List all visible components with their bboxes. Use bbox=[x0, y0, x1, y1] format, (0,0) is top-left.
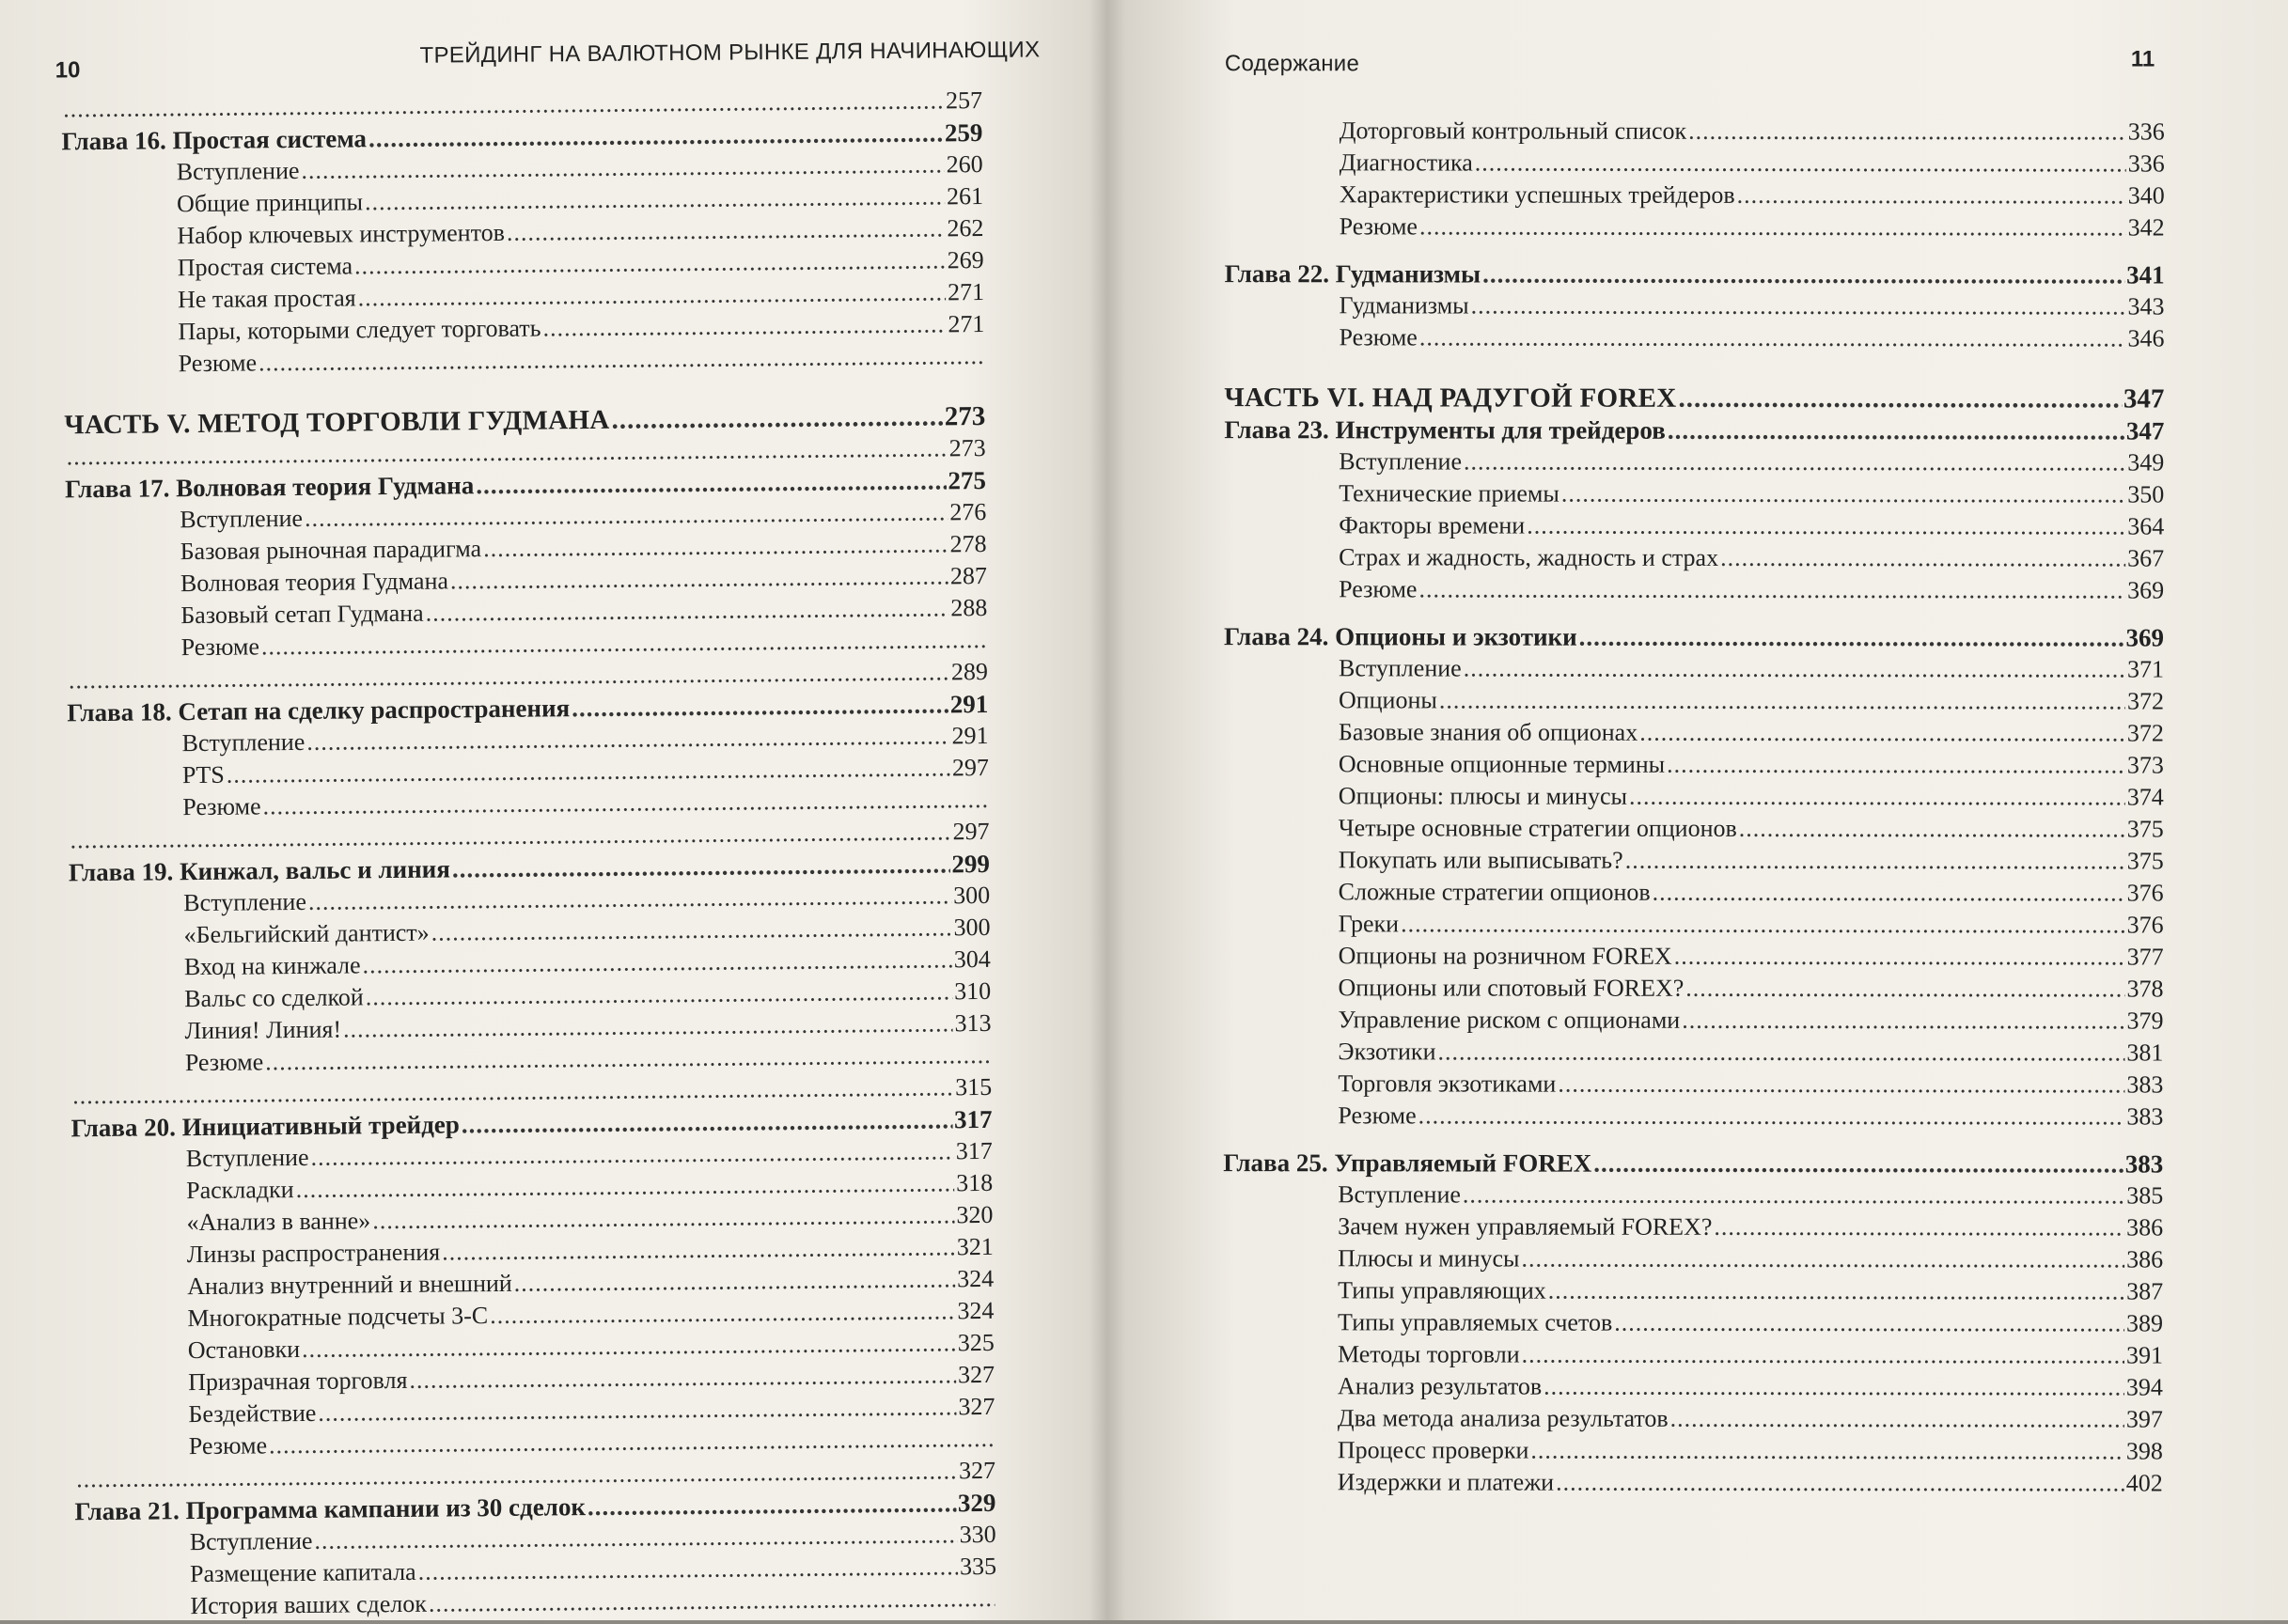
entry-title: Бездействие bbox=[188, 1398, 317, 1429]
toc-section-entry[interactable] bbox=[1225, 147, 2165, 180]
entry-page-number: 318 bbox=[955, 1168, 994, 1197]
entry-title: Диагностика bbox=[1339, 148, 1473, 177]
entry-title: PTS bbox=[181, 760, 225, 789]
running-head: Содержание bbox=[1224, 51, 1360, 77]
entry-title: Типы управляющих bbox=[1338, 1276, 1546, 1304]
dot-leader bbox=[483, 528, 948, 565]
entry-title: Опционы или спотовый FOREX? bbox=[1338, 974, 1685, 1002]
toc-section-entry[interactable] bbox=[1223, 1466, 2163, 1499]
dot-leader bbox=[1418, 573, 2125, 606]
entry-page-number: 349 bbox=[2127, 448, 2165, 476]
dot-leader bbox=[1521, 1243, 2124, 1276]
entry-title: Базовые знания об опционах bbox=[1338, 718, 1638, 746]
entry-page-number: 300 bbox=[953, 913, 991, 942]
toc-section-entry[interactable] bbox=[1223, 1242, 2163, 1275]
entry-page-number: 383 bbox=[2126, 1102, 2164, 1131]
toc-section-entry[interactable] bbox=[1224, 684, 2164, 717]
dot-leader bbox=[572, 688, 948, 724]
toc-section-entry[interactable] bbox=[1225, 179, 2165, 211]
dot-leader bbox=[1668, 414, 2124, 447]
entry-page-number: 372 bbox=[2126, 719, 2164, 747]
dot-leader bbox=[462, 1103, 953, 1140]
dot-leader bbox=[1561, 478, 2125, 511]
entry-page-number: 336 bbox=[2127, 117, 2165, 146]
entry-title: Вступление bbox=[1339, 447, 1463, 476]
entry-page-number: 289 bbox=[950, 657, 989, 686]
dot-leader bbox=[1482, 258, 2124, 291]
toc-chapter-entry[interactable] bbox=[1223, 1147, 2163, 1179]
entry-page-number: 327 bbox=[958, 1392, 995, 1421]
entry-page-number: 376 bbox=[2126, 911, 2164, 939]
entry-page-number: 330 bbox=[959, 1520, 996, 1549]
entry-title: Вступление bbox=[176, 156, 300, 186]
dot-leader bbox=[1614, 1307, 2124, 1340]
entry-page-number: 387 bbox=[2126, 1277, 2164, 1305]
toc-section-entry[interactable] bbox=[1225, 211, 2165, 243]
toc-chapter-entry[interactable] bbox=[1224, 620, 2164, 653]
entry-title: Вступление bbox=[183, 887, 307, 917]
entry-page-number: 327 bbox=[958, 1456, 996, 1485]
entry-title: Глава 21. Программа кампании из 30 сделок bbox=[74, 1492, 587, 1526]
entry-page-number: 347 bbox=[2125, 416, 2165, 445]
entry-page-number: 342 bbox=[2127, 213, 2165, 242]
entry-page-number: 329 bbox=[957, 1488, 996, 1518]
entry-page-number: 346 bbox=[2127, 324, 2165, 352]
dot-leader bbox=[1688, 116, 2126, 148]
entry-title: Базовая рыночная парадигма bbox=[180, 535, 482, 566]
entry-title: Вступление bbox=[185, 1143, 309, 1173]
entry-page-number: 317 bbox=[953, 1104, 993, 1134]
entry-page-number: 260 bbox=[946, 149, 983, 179]
dot-leader bbox=[1625, 845, 2125, 878]
toc-section-entry[interactable] bbox=[1224, 445, 2164, 478]
entry-page-number: 262 bbox=[947, 213, 984, 242]
entry-title: Линзы распространения bbox=[186, 1238, 441, 1269]
entry-title: Анализ внутренний и внешний bbox=[187, 1269, 512, 1301]
dot-leader bbox=[452, 848, 950, 884]
entry-title: «Бельгийский дантист» bbox=[183, 918, 430, 949]
toc-section-entry[interactable] bbox=[1223, 1338, 2163, 1371]
entry-title: Греки bbox=[1338, 910, 1400, 938]
entry-title: Резюме bbox=[1339, 575, 1418, 603]
entry-title: Анализ результатов bbox=[1337, 1372, 1543, 1400]
entry-page-number: 324 bbox=[956, 1264, 995, 1293]
entry-page-number: 291 bbox=[951, 721, 989, 750]
entry-title: Технические приемы bbox=[1339, 479, 1559, 508]
toc-section-entry[interactable] bbox=[1224, 748, 2164, 781]
toc-section-entry[interactable] bbox=[1224, 812, 2164, 845]
entry-title: Призрачная торговля bbox=[187, 1366, 408, 1397]
dot-leader bbox=[490, 1295, 956, 1332]
running-head: ТРЕЙДИНГ НА ВАЛЮТНОМ РЫНКЕ ДЛЯ НАЧИНАЮЩИХ bbox=[419, 37, 1041, 69]
entry-title: Страх и жадность, жадность и страх bbox=[1339, 543, 1719, 571]
entry-title: Глава 18. Сетап на сделку распространения bbox=[67, 694, 571, 727]
entry-title: Гудманизмы bbox=[1339, 291, 1469, 320]
page-number: 10 bbox=[55, 57, 81, 84]
entry-page-number: 320 bbox=[956, 1200, 994, 1229]
dot-leader bbox=[429, 1583, 995, 1620]
entry-page-number: 343 bbox=[2127, 292, 2165, 320]
entry-page-number: 261 bbox=[946, 181, 984, 211]
entry-page-number: 350 bbox=[2127, 480, 2165, 508]
toc-part-entry[interactable] bbox=[1224, 382, 2164, 414]
dot-leader bbox=[1419, 211, 2126, 243]
toc-section-entry[interactable] bbox=[1224, 844, 2164, 877]
entry-title: Вступление bbox=[180, 504, 304, 534]
entry-page-number: 377 bbox=[2126, 943, 2164, 971]
entry-page-number: 376 bbox=[2126, 879, 2164, 907]
entry-title: Базовый сетап Гудмана bbox=[180, 599, 424, 630]
dot-leader bbox=[1437, 1036, 2124, 1069]
entry-title: Глава 25. Управляемый FOREX bbox=[1223, 1148, 1592, 1178]
entry-page-number: 278 bbox=[949, 529, 987, 558]
entry-page-number: 317 bbox=[955, 1136, 993, 1165]
entry-title: Основные опционные термины bbox=[1338, 750, 1666, 778]
entry-title: Характеристики успешных трейдеров bbox=[1339, 180, 1735, 209]
entry-title: ЧАСТЬ V. МЕТОД ТОРГОВЛИ ГУДМАНА bbox=[64, 404, 610, 441]
toc-section-entry[interactable] bbox=[1223, 1274, 2163, 1307]
entry-title: Вступление bbox=[1338, 1180, 1461, 1209]
entry-title: Глава 19. Кинжал, вальс и линия bbox=[68, 854, 451, 887]
dot-leader bbox=[514, 1263, 956, 1300]
left-page bbox=[0, 0, 1115, 1620]
entry-title: Не такая простая bbox=[177, 284, 356, 314]
entry-page-number: 381 bbox=[2126, 1038, 2164, 1067]
entry-page-number: 394 bbox=[2125, 1373, 2163, 1401]
dot-leader bbox=[1685, 973, 2124, 1006]
entry-page-number: 304 bbox=[953, 945, 991, 974]
entry-page-number: 383 bbox=[2124, 1149, 2164, 1179]
toc-section-entry[interactable] bbox=[1223, 1306, 2163, 1339]
toc-section-entry[interactable] bbox=[1225, 289, 2165, 322]
entry-title: Глава 20. Инициативный трейдер bbox=[71, 1110, 460, 1143]
entry-title: Пары, которыми следует торговать bbox=[178, 314, 541, 346]
entry-page-number: 315 bbox=[955, 1072, 993, 1101]
dot-leader bbox=[1471, 289, 2126, 322]
entry-title: Вступление bbox=[1338, 654, 1462, 682]
entry-page-number: 257 bbox=[945, 86, 983, 115]
toc-section-entry[interactable] bbox=[1224, 716, 2164, 749]
entry-page-number: 369 bbox=[2127, 576, 2165, 604]
entry-page-number: 391 bbox=[2125, 1341, 2164, 1369]
entry-page-number: 271 bbox=[947, 277, 985, 306]
entry-page-number: 375 bbox=[2126, 847, 2164, 875]
entry-title: Резюме bbox=[188, 1431, 268, 1460]
entry-title: Опционы bbox=[1338, 686, 1437, 714]
entry-title: Волновая теория Гудмана bbox=[180, 567, 449, 598]
entry-page-number: 297 bbox=[952, 817, 990, 846]
entry-title: Торговля экзотиками bbox=[1338, 1070, 1557, 1098]
page-number: 11 bbox=[2130, 46, 2155, 72]
dot-leader bbox=[1463, 1179, 2124, 1211]
entry-page-number: 273 bbox=[944, 400, 986, 432]
entry-page-number: 402 bbox=[2125, 1469, 2163, 1497]
dot-leader bbox=[417, 1551, 958, 1588]
toc-section-entry[interactable] bbox=[1223, 1179, 2163, 1211]
dot-leader bbox=[1667, 749, 2125, 782]
entry-title: Вальс со сделкой bbox=[184, 983, 364, 1013]
dot-leader bbox=[1579, 621, 2124, 654]
dot-leader bbox=[1714, 1211, 2124, 1244]
entry-page-number: 276 bbox=[949, 497, 987, 526]
dot-leader bbox=[1439, 684, 2125, 717]
entry-title: Общие принципы bbox=[176, 188, 364, 218]
entry-title: Глава 22. Гудманизмы bbox=[1224, 259, 1481, 289]
entry-title: Резюме bbox=[184, 1048, 264, 1077]
entry-page-number: 379 bbox=[2126, 1007, 2164, 1035]
dot-leader bbox=[1653, 877, 2125, 910]
entry-title: Линия! Линия! bbox=[184, 1015, 342, 1045]
entry-page-number: 341 bbox=[2126, 260, 2165, 289]
entry-page-number: 371 bbox=[2126, 655, 2165, 683]
dot-leader bbox=[409, 1359, 956, 1397]
entry-title: Многократные подсчеты 3-С bbox=[187, 1302, 489, 1333]
toc-section-entry[interactable] bbox=[1224, 652, 2164, 685]
toc-section-entry[interactable] bbox=[1224, 321, 2164, 354]
entry-page-number: 287 bbox=[949, 561, 988, 590]
entry-page-number: 374 bbox=[2126, 783, 2164, 811]
entry-title: Зачем нужен управляемый FOREX? bbox=[1338, 1212, 1713, 1241]
entry-title: Резюме bbox=[1339, 323, 1418, 351]
entry-page-number: 389 bbox=[2126, 1309, 2164, 1337]
dot-leader bbox=[1558, 1069, 2124, 1101]
entry-page-number: 336 bbox=[2127, 149, 2165, 178]
entry-page-number: 327 bbox=[957, 1360, 995, 1389]
entry-title: Сложные стратегии опционов bbox=[1338, 878, 1651, 906]
dot-leader bbox=[1670, 1403, 2124, 1436]
entry-page-number: 373 bbox=[2126, 751, 2164, 779]
dot-leader bbox=[450, 560, 948, 597]
dot-leader bbox=[507, 212, 946, 248]
dot-leader bbox=[611, 400, 943, 435]
toc-section-entry[interactable] bbox=[1224, 477, 2164, 510]
entry-page-number: 324 bbox=[957, 1296, 995, 1325]
entry-page-number: 310 bbox=[954, 976, 992, 1006]
toc-section-entry[interactable] bbox=[1223, 1036, 2163, 1069]
dot-leader bbox=[1674, 941, 2125, 974]
entry-page-number: 273 bbox=[948, 433, 986, 462]
dot-leader bbox=[1737, 180, 2126, 212]
dot-leader bbox=[1682, 1005, 2124, 1038]
entry-page-number: 275 bbox=[948, 465, 987, 495]
entry-title: Экзотики bbox=[1338, 1038, 1436, 1066]
dot-leader bbox=[1522, 1339, 2124, 1372]
entry-title: Процесс проверки bbox=[1337, 1436, 1529, 1464]
entry-title: Глава 16. Простая система bbox=[61, 124, 368, 156]
entry-title: Глава 23. Инструменты для трейдеров bbox=[1224, 415, 1666, 445]
entry-title: Вступление bbox=[181, 727, 306, 757]
right-page bbox=[1140, 0, 2288, 1622]
dot-leader bbox=[1401, 908, 2125, 941]
dot-leader bbox=[1639, 717, 2125, 750]
entry-title: ЧАСТЬ VI. НАД РАДУГОЙ FOREX bbox=[1224, 383, 1677, 414]
entry-title: Типы управляемых счетов bbox=[1338, 1308, 1613, 1336]
dot-leader bbox=[1548, 1275, 2124, 1308]
entry-title: Плюсы и минусы bbox=[1338, 1244, 1520, 1273]
entry-title: Два метода анализа результатов bbox=[1337, 1404, 1669, 1432]
entry-title: Покупать или выписывать? bbox=[1338, 846, 1623, 874]
entry-title: Опционы на розничном FOREX bbox=[1338, 942, 1672, 970]
spacer bbox=[1224, 353, 2164, 383]
entry-page-number: 369 bbox=[2125, 623, 2165, 652]
dot-leader bbox=[1475, 147, 2126, 180]
dot-leader bbox=[1530, 1435, 2123, 1468]
entry-title: Глава 17. Волновая теория Гудмана bbox=[64, 471, 475, 504]
entry-title: Резюме bbox=[180, 632, 260, 662]
entry-page-number: 372 bbox=[2126, 687, 2164, 715]
dot-leader bbox=[542, 308, 946, 344]
entry-title: Методы торговли bbox=[1337, 1340, 1520, 1368]
dot-leader bbox=[1629, 781, 2125, 814]
table-of-contents-left bbox=[61, 85, 997, 1623]
dot-leader bbox=[1720, 542, 2125, 575]
entry-page-number: 375 bbox=[2126, 815, 2164, 843]
dot-leader bbox=[1464, 652, 2125, 685]
dot-leader bbox=[442, 1231, 955, 1268]
toc-section-entry[interactable] bbox=[1223, 1402, 2163, 1435]
toc-section-entry[interactable] bbox=[1224, 876, 2164, 909]
entry-title: Управление риском с опционами bbox=[1338, 1006, 1681, 1034]
dot-leader bbox=[1679, 383, 2122, 415]
entry-title: Четыре основные стратегии опционов bbox=[1338, 814, 1737, 842]
entry-page-number: 297 bbox=[951, 753, 990, 782]
dot-leader bbox=[425, 592, 948, 629]
entry-page-number: 398 bbox=[2125, 1437, 2163, 1465]
toc-section-entry[interactable] bbox=[1223, 1370, 2163, 1403]
entry-page-number: 259 bbox=[944, 117, 983, 148]
entry-page-number: 269 bbox=[947, 245, 984, 274]
entry-page-number: 367 bbox=[2127, 544, 2165, 572]
entry-title: Вход на кинжале bbox=[183, 951, 361, 981]
spacer bbox=[1223, 1132, 2163, 1148]
toc-section-entry[interactable] bbox=[1225, 115, 2165, 148]
toc-section-entry[interactable] bbox=[1223, 1210, 2163, 1243]
entry-title: Резюме bbox=[1338, 1101, 1417, 1130]
dot-leader bbox=[588, 1487, 956, 1522]
entry-page-number: 364 bbox=[2127, 512, 2165, 540]
dot-leader bbox=[1556, 1467, 2124, 1500]
toc-chapter-entry[interactable] bbox=[1225, 258, 2165, 290]
entry-page-number: 385 bbox=[2126, 1181, 2164, 1210]
entry-page-number: 288 bbox=[950, 593, 988, 622]
entry-page-number: 299 bbox=[951, 849, 991, 879]
entry-title: Глава 24. Опционы и экзотики bbox=[1224, 622, 1577, 651]
entry-title: Простая система bbox=[177, 252, 353, 282]
entry-title: История ваших сделок bbox=[190, 1589, 428, 1620]
entry-title: Раскладки bbox=[186, 1176, 294, 1205]
dot-leader bbox=[1527, 510, 2125, 543]
entry-page-number: 397 bbox=[2125, 1405, 2163, 1433]
entry-title: Факторы времени bbox=[1339, 511, 1526, 539]
table-of-contents-right bbox=[1223, 115, 2165, 1499]
dot-leader bbox=[1593, 1148, 2123, 1180]
entry-title: Опционы: плюсы и минусы bbox=[1338, 782, 1627, 810]
dot-leader bbox=[1739, 813, 2125, 846]
entry-title: Резюме bbox=[1339, 212, 1418, 241]
spacer bbox=[1224, 605, 2164, 621]
entry-title: Набор ключевых инструментов bbox=[177, 218, 506, 250]
dot-leader bbox=[1464, 445, 2125, 478]
entry-page-number: 271 bbox=[948, 309, 985, 338]
toc-section-entry[interactable] bbox=[1224, 780, 2164, 813]
dot-leader bbox=[1418, 1100, 2125, 1132]
entry-page-number: 340 bbox=[2127, 181, 2165, 210]
entry-title: Доторговый контрольный список bbox=[1339, 117, 1687, 145]
toc-section-entry[interactable] bbox=[1224, 573, 2164, 606]
dot-leader bbox=[431, 912, 952, 948]
entry-page-number: 291 bbox=[949, 689, 989, 719]
entry-page-number: 325 bbox=[957, 1328, 995, 1357]
dot-leader bbox=[476, 464, 947, 501]
toc-section-entry[interactable] bbox=[1223, 1068, 2163, 1101]
entry-page-number: 335 bbox=[959, 1552, 997, 1581]
entry-page-number: 386 bbox=[2126, 1213, 2164, 1241]
entry-page-number: 383 bbox=[2126, 1070, 2164, 1099]
toc-section-entry[interactable] bbox=[1223, 1434, 2163, 1467]
entry-page-number: 347 bbox=[2123, 383, 2165, 414]
toc-section-entry[interactable] bbox=[1224, 940, 2164, 973]
entry-title: «Анализ в ванне» bbox=[186, 1207, 371, 1237]
toc-section-entry[interactable] bbox=[1223, 1004, 2163, 1037]
entry-page-number: 300 bbox=[953, 881, 991, 910]
toc-section-entry[interactable] bbox=[1224, 509, 2164, 542]
toc-section-entry[interactable] bbox=[1223, 1100, 2163, 1132]
toc-section-entry[interactable] bbox=[1224, 541, 2164, 574]
toc-chapter-entry[interactable] bbox=[1224, 414, 2164, 446]
dot-leader bbox=[1419, 321, 2126, 354]
entry-page-number: 321 bbox=[956, 1232, 994, 1261]
entry-page-number: 313 bbox=[954, 1008, 992, 1038]
spacer bbox=[1225, 242, 2165, 258]
entry-title: Вступление bbox=[189, 1526, 313, 1556]
dot-leader bbox=[1544, 1371, 2124, 1404]
entry-page-number: 378 bbox=[2126, 975, 2164, 1003]
entry-title: Резюме bbox=[182, 792, 261, 821]
toc-section-entry[interactable] bbox=[1224, 908, 2164, 941]
entry-title: Издержки и платежи bbox=[1337, 1468, 1555, 1496]
entry-title: Резюме bbox=[178, 349, 258, 378]
entry-title: Размещение капитала bbox=[189, 1557, 416, 1588]
toc-section-entry[interactable] bbox=[1224, 972, 2164, 1005]
entry-page-number: 386 bbox=[2126, 1245, 2164, 1273]
entry-title: Остановки bbox=[187, 1335, 301, 1365]
